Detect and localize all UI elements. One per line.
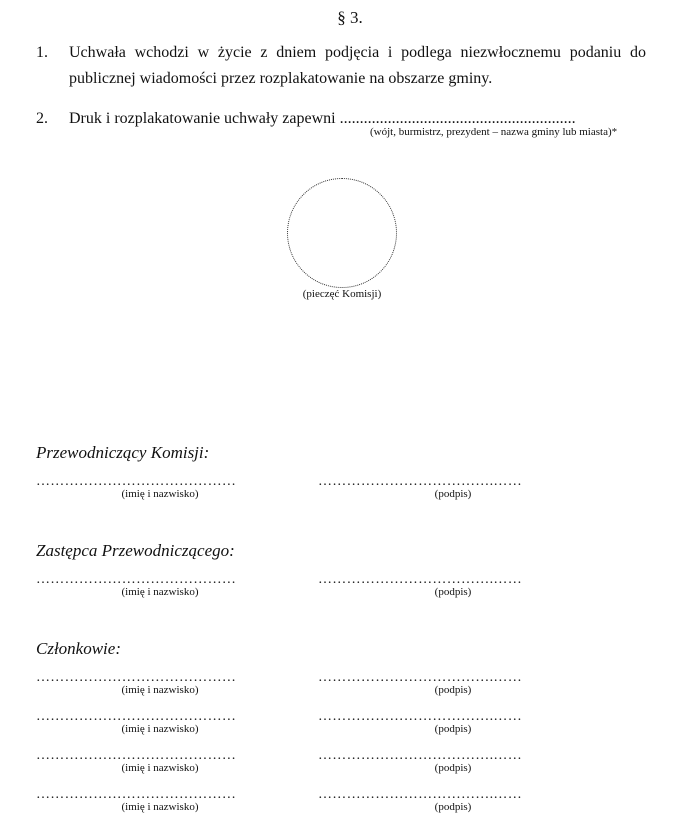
role-chair: Przewodniczący Komisji: (36, 443, 210, 462)
chair-signature-line: ……………………………….…… (318, 474, 522, 489)
member-3-signature-caption: (podpis) (434, 762, 472, 774)
item-1-number: 1. (36, 44, 48, 61)
chair-name-caption: (imię i nazwisko) (121, 488, 199, 500)
deputy-signature-caption: (podpis) (434, 586, 472, 598)
member-1-signature-caption: (podpis) (434, 684, 472, 696)
member-2-name-caption: (imię i nazwisko) (121, 723, 199, 735)
seal-placeholder-circle (287, 178, 397, 288)
member-1-name-line: …………………………………… (36, 670, 237, 685)
chair-signature-caption: (podpis) (434, 488, 472, 500)
member-4-name-caption: (imię i nazwisko) (121, 801, 199, 813)
item-1-text: Uchwała wchodzi w życie z dniem podjęcia i podlega niezwłocznemu podaniu do publicznej wiadomości przez rozplakatowanie na obszarze gminy. (69, 44, 646, 87)
member-2-signature-caption: (podpis) (434, 723, 472, 735)
member-4-name-line: …………………………………… (36, 787, 237, 802)
deputy-signature-line: ……………………………….…… (318, 572, 522, 587)
member-4-signature-caption: (podpis) (434, 801, 472, 813)
role-members: Członkowie: (36, 639, 121, 658)
deputy-name-caption: (imię i nazwisko) (121, 586, 199, 598)
member-1-name-caption: (imię i nazwisko) (121, 684, 199, 696)
member-1-signature-line: ……………………………….…… (318, 670, 522, 685)
section-heading: § 3. (337, 8, 363, 27)
seal-label: (pieczęć Komisji) (302, 288, 382, 300)
member-3-name-line: …………………………………… (36, 748, 237, 763)
member-3-name-caption: (imię i nazwisko) (121, 762, 199, 774)
chair-name-line: …………………………………… (36, 474, 237, 489)
deputy-name-line: …………………………………… (36, 572, 237, 587)
item-2-text: Druk i rozplakatowanie uchwały zapewni (69, 110, 336, 127)
member-3-signature-line: ……………………………….…… (318, 748, 522, 763)
item-2-blank: ........................................................... (339, 110, 576, 127)
member-2-signature-line: ……………………………….…… (318, 709, 522, 724)
item-2-hint: (wójt, burmistrz, prezydent – nazwa gminy lub miasta)* (370, 126, 618, 138)
item-2-number: 2. (36, 110, 48, 127)
member-4-signature-line: ……………………………….…… (318, 787, 522, 802)
role-deputy: Zastępca Przewodniczącego: (36, 541, 235, 560)
member-2-name-line: …………………………………… (36, 709, 237, 724)
